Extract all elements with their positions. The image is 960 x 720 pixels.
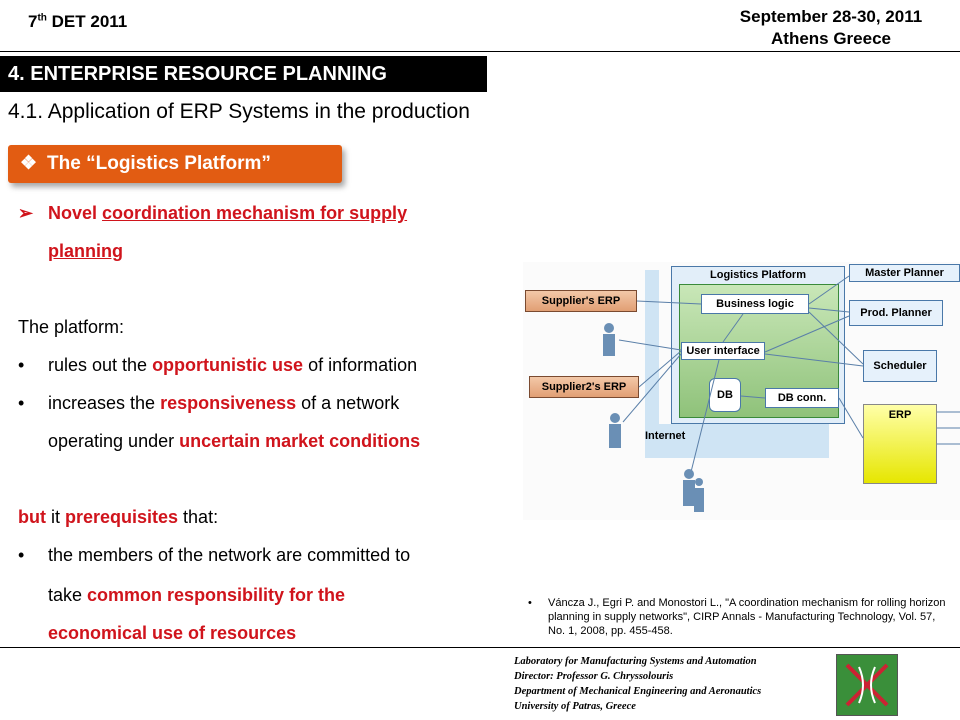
logistics-platform-diagram (523, 262, 960, 520)
erp-box: ERP (863, 404, 937, 484)
bullet-2-icon: • (18, 393, 25, 413)
headline-line2-text: planning (48, 241, 123, 261)
supplier2-erp-box: Supplier2's ERP (529, 376, 639, 398)
topic-tag (8, 145, 342, 183)
conference-location: Athens Greece (771, 29, 891, 48)
bullet-2-text: increases the responsiveness of a network (48, 393, 400, 413)
footer-department: Department of Mechanical Engineering and Aeronautics (514, 686, 762, 697)
diagram-connectors (523, 262, 960, 520)
headline-line1-text: Novel coordination mechanism for supply (48, 203, 408, 223)
bullet-1-text: rules out the opportunistic use of information (48, 355, 418, 375)
topic-tag-label: The “Logistics Platform” (47, 153, 271, 174)
conference-date-location (716, 6, 946, 50)
db-conn-box: DB conn. (765, 388, 839, 408)
conference-label: 7th DET 2011 (28, 12, 128, 31)
db-cylinder: DB (709, 378, 741, 412)
master-planner-box: Master Planner (849, 264, 960, 282)
header-divider (0, 51, 960, 52)
lms-logo-icon (836, 654, 898, 716)
footer-university: University of Patras, Greece (514, 701, 636, 712)
user-interface-box: User interface (681, 342, 765, 360)
prerequisite-intro: but it prerequisites that: (18, 507, 219, 527)
footer-lab: Laboratory for Manufacturing Systems and Automation (514, 656, 757, 667)
reference-bullet-icon: • (528, 597, 532, 609)
user-figures-icon (603, 323, 704, 512)
reference-text: Váncza J., Egri P. and Monostori L., "A coordination mechanism for rolling horizon planning in supply networks", CIRP Annals - Manufacturing Technology, Vol. 57, No. 1, 2008, pp. 455-458. (548, 597, 946, 637)
bullet-3-text-line3: economical use of resources (48, 623, 297, 643)
bullet-3-icon: • (18, 545, 25, 565)
footer-affiliation (514, 654, 761, 714)
section-title: 4. ENTERPRISE RESOURCE PLANNING (0, 56, 487, 92)
bullet-1-icon: • (18, 355, 25, 375)
bullet-2-text-line2: operating under uncertain market conditions (48, 431, 421, 451)
logistics-platform-label: Logistics Platform (710, 269, 806, 281)
scheduler-box: Scheduler (863, 350, 937, 382)
conference-date: September 28-30, 2011 (739, 7, 923, 26)
bullet-3-text: the members of the network are committed to (48, 545, 411, 565)
internet-label: Internet (645, 430, 686, 442)
arrow-bullet-icon: ➢ (18, 203, 34, 223)
footer-director: Director: Professor G. Chryssolouris (514, 671, 674, 682)
platform-intro: The platform: (18, 317, 125, 337)
prod-planner-box: Prod. Planner (849, 300, 943, 326)
suppliers-erp-box: Supplier's ERP (525, 290, 637, 312)
subsection-title: 4.1. Application of ERP Systems in the production (8, 100, 470, 123)
diamond-bullet-icon: ❖ (20, 153, 38, 174)
reference-citation (528, 596, 948, 638)
headline-line1 (18, 194, 33, 232)
business-logic-box: Business logic (701, 294, 809, 314)
bullet-3-text-line2: take common responsibility for the (48, 585, 346, 605)
footer-divider (0, 647, 960, 648)
